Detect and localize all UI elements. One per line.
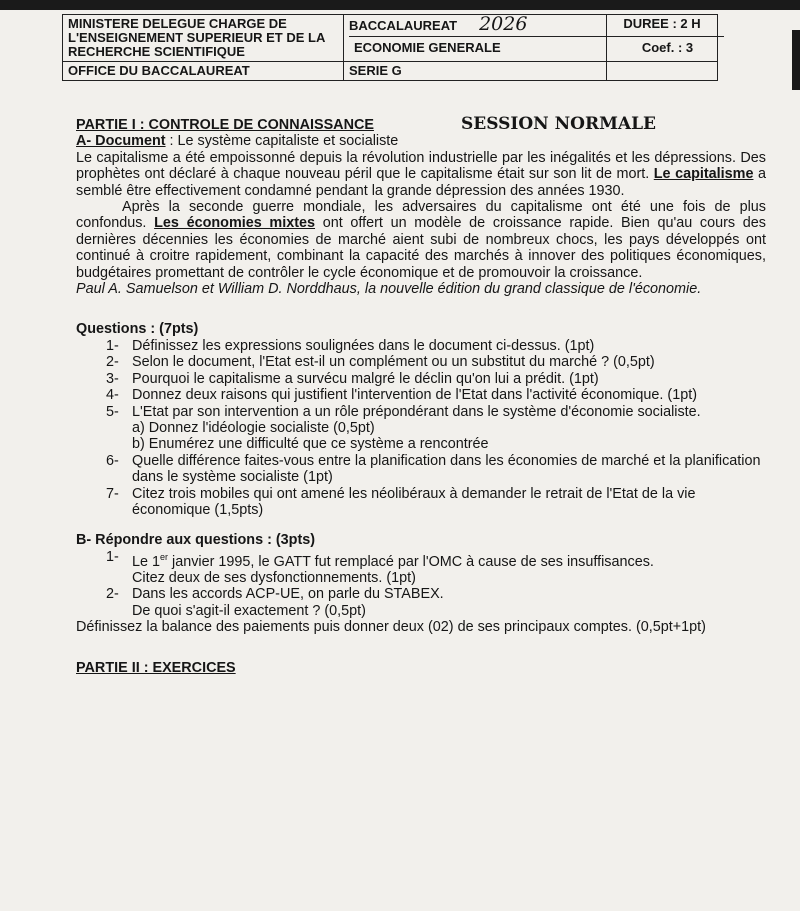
question-1: 1- Définissez les expressions soulignées dans le document ci-dessus. (1pt) (106, 337, 595, 354)
question-b2-line2: De quoi s'agit-il exactement ? (0,5pt) (132, 602, 366, 619)
section-b-title: B- Répondre aux questions : (3pts) (76, 532, 316, 549)
document-title: : Le système capitaliste et socialiste (165, 133, 399, 150)
office-cell: OFFICE DU BACCALAUREAT (63, 62, 344, 81)
duration-cell: DUREE : 2 H (607, 15, 718, 62)
question-b2: 2- Dans les accords ACP-UE, on parle du STABEX. (106, 586, 444, 603)
exam-year: 2026 (479, 13, 528, 35)
coef-cell: Coef. : 3 (611, 36, 724, 74)
questions-title: Questions : (7pts) (76, 321, 199, 338)
document-paragraph-1: Le capitalisme a été empoissonné depuis la révolution industrielle par les inégalités et les dépressions. Des prophètes ont déclaré à chaque nouveau péril que le capitalisme était sur son lit de mort. Le capitalisme a semblé être effectivement condamné pendant la grande dépression des années 1930. (76, 149, 766, 199)
subject-cell: ECONOMIE GENERALE (349, 36, 611, 74)
part1-heading-row (76, 116, 766, 133)
ministry-cell: MINISTERE DELEGUE CHARGE DE L'ENSEIGNEMENT SUPERIEUR ET DE LA RECHERCHE SCIENTIFIQUE (63, 15, 344, 62)
question-4: 4- Donnez deux raisons qui justifient l'intervention de l'Etat dans l'activité économique. (1pt) (106, 387, 697, 404)
document-source: Paul A. Samuelson et William D. Norddhaus, la nouvelle édition du grand classique de l'économie. (76, 281, 702, 298)
question-b1: 1- Le 1er janvier 1995, le GATT fut remplacé par l'OMC à cause de ses insuffisances. (106, 548, 654, 570)
scan-right-edge (792, 30, 800, 90)
question-6: 6- Quelle différence faites-vous entre la planification dans les économies de marché et la planification dans le système socialiste (1pt) (106, 452, 761, 486)
document-label: A- Document (76, 133, 166, 150)
question-3: 3- Pourquoi le capitalisme a survécu malgré le déclin qu'on lui a prédit. (1pt) (106, 370, 599, 387)
exam-body (76, 116, 766, 676)
question-5b: b) Enumérez une difficulté que ce système a rencontrée (132, 436, 489, 453)
question-b3: Définissez la balance des paiements puis donner deux (02) de ses principaux comptes. (0,5pt+1pt) (76, 619, 706, 636)
document-heading (76, 133, 766, 149)
scan-top-edge (0, 0, 800, 10)
underlined-term-capitalisme: Le capitalisme (653, 166, 754, 183)
document-paragraph-2: Après la seconde guerre mondiale, les adversaires du capitalisme ont été une fois de plus confondus. Les économies mixtes ont offert un modèle de croissance rapide. Bien qu'au cours des dernières décennies les économies de marché aient subi de nombreux chocs, les pays développés ont continué à croitre rapidement, combinant la capacité des marchés à innover des politiques économiques, budgétaires promettant de contrôler le cycle économique et de promouvoir la croissance. (76, 199, 766, 281)
underlined-term-economies-mixtes: Les économies mixtes (154, 215, 316, 232)
question-b1-line2: Citez deux de ses dysfonctionnements. (1pt) (132, 569, 416, 586)
series-cell: SERIE G (344, 62, 607, 81)
part2-title: PARTIE II : EXERCICES (76, 659, 236, 676)
question-5a: a) Donnez l'idéologie socialiste (0,5pt) (132, 419, 375, 436)
part1-title: PARTIE I : CONTROLE DE CONNAISSANCE (76, 117, 374, 133)
question-2: 2- Selon le document, l'Etat est-il un complément ou un substitut du marché ? (0,5pt) (106, 354, 655, 371)
question-5: 5- L'Etat par son intervention a un rôle prépondérant dans le système d'économie socialiste. (106, 403, 701, 420)
exam-label: BACCALAUREAT (349, 18, 458, 33)
session-label: SESSION NORMALE (460, 114, 656, 134)
question-7: 7- Citez trois mobiles qui ont amené les néolibéraux à demander le retrait de l'Etat de la vie économique (1,5pts) (106, 485, 696, 518)
